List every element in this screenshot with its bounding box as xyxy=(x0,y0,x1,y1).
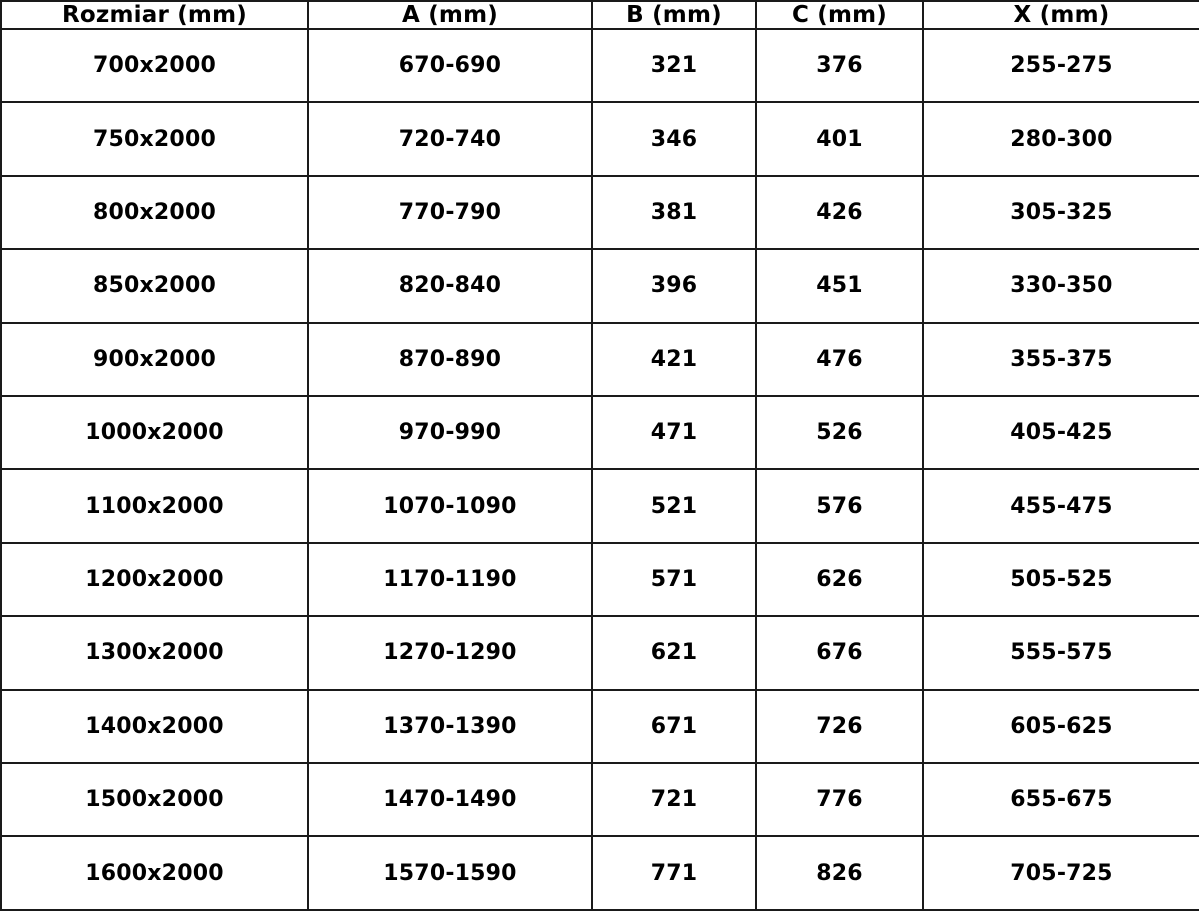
cell-a: 1170-1190 xyxy=(308,543,592,616)
cell-x: 605-625 xyxy=(923,690,1199,763)
table-row xyxy=(1,616,1199,689)
cell-size: 1300x2000 xyxy=(1,616,308,689)
cell-size: 1000x2000 xyxy=(1,396,308,469)
cell-size: 1600x2000 xyxy=(1,836,308,910)
cell-c: 401 xyxy=(756,102,923,175)
cell-a: 1270-1290 xyxy=(308,616,592,689)
cell-b: 771 xyxy=(592,836,756,910)
cell-size: 1400x2000 xyxy=(1,690,308,763)
cell-x: 280-300 xyxy=(923,102,1199,175)
table-row xyxy=(1,763,1199,836)
table-row xyxy=(1,690,1199,763)
table-header-row xyxy=(1,1,1199,29)
cell-size: 700x2000 xyxy=(1,29,308,102)
cell-c: 526 xyxy=(756,396,923,469)
cell-x: 455-475 xyxy=(923,469,1199,542)
cell-b: 421 xyxy=(592,323,756,396)
cell-a: 1070-1090 xyxy=(308,469,592,542)
cell-x: 505-525 xyxy=(923,543,1199,616)
table-row xyxy=(1,469,1199,542)
cell-a: 970-990 xyxy=(308,396,592,469)
cell-x: 255-275 xyxy=(923,29,1199,102)
cell-size: 900x2000 xyxy=(1,323,308,396)
cell-b: 621 xyxy=(592,616,756,689)
table-row xyxy=(1,102,1199,175)
table-row xyxy=(1,836,1199,910)
column-header-c: C (mm) xyxy=(756,1,923,29)
cell-c: 776 xyxy=(756,763,923,836)
column-header-b: B (mm) xyxy=(592,1,756,29)
cell-b: 346 xyxy=(592,102,756,175)
cell-size: 1100x2000 xyxy=(1,469,308,542)
column-header-size: Rozmiar (mm) xyxy=(1,1,308,29)
cell-a: 670-690 xyxy=(308,29,592,102)
cell-x: 705-725 xyxy=(923,836,1199,910)
cell-x: 555-575 xyxy=(923,616,1199,689)
cell-b: 321 xyxy=(592,29,756,102)
cell-a: 1570-1590 xyxy=(308,836,592,910)
cell-c: 576 xyxy=(756,469,923,542)
table-row xyxy=(1,323,1199,396)
cell-a: 1370-1390 xyxy=(308,690,592,763)
cell-x: 355-375 xyxy=(923,323,1199,396)
cell-x: 330-350 xyxy=(923,249,1199,322)
cell-b: 471 xyxy=(592,396,756,469)
column-header-a: A (mm) xyxy=(308,1,592,29)
cell-b: 521 xyxy=(592,469,756,542)
cell-size: 1200x2000 xyxy=(1,543,308,616)
cell-a: 820-840 xyxy=(308,249,592,322)
cell-b: 396 xyxy=(592,249,756,322)
table-row xyxy=(1,249,1199,322)
cell-c: 476 xyxy=(756,323,923,396)
cell-c: 676 xyxy=(756,616,923,689)
cell-x: 655-675 xyxy=(923,763,1199,836)
cell-a: 1470-1490 xyxy=(308,763,592,836)
cell-a: 870-890 xyxy=(308,323,592,396)
cell-c: 376 xyxy=(756,29,923,102)
cell-c: 626 xyxy=(756,543,923,616)
cell-b: 571 xyxy=(592,543,756,616)
cell-c: 826 xyxy=(756,836,923,910)
column-header-x: X (mm) xyxy=(923,1,1199,29)
cell-size: 800x2000 xyxy=(1,176,308,249)
table-row xyxy=(1,543,1199,616)
cell-size: 850x2000 xyxy=(1,249,308,322)
table-row xyxy=(1,176,1199,249)
cell-size: 750x2000 xyxy=(1,102,308,175)
cell-x: 305-325 xyxy=(923,176,1199,249)
cell-size: 1500x2000 xyxy=(1,763,308,836)
cell-x: 405-425 xyxy=(923,396,1199,469)
table-header xyxy=(1,1,1199,29)
cell-a: 720-740 xyxy=(308,102,592,175)
cell-c: 426 xyxy=(756,176,923,249)
cell-b: 381 xyxy=(592,176,756,249)
table-body xyxy=(1,29,1199,910)
cell-b: 721 xyxy=(592,763,756,836)
cell-c: 726 xyxy=(756,690,923,763)
table-row xyxy=(1,29,1199,102)
table-row xyxy=(1,396,1199,469)
cell-a: 770-790 xyxy=(308,176,592,249)
cell-b: 671 xyxy=(592,690,756,763)
cell-c: 451 xyxy=(756,249,923,322)
